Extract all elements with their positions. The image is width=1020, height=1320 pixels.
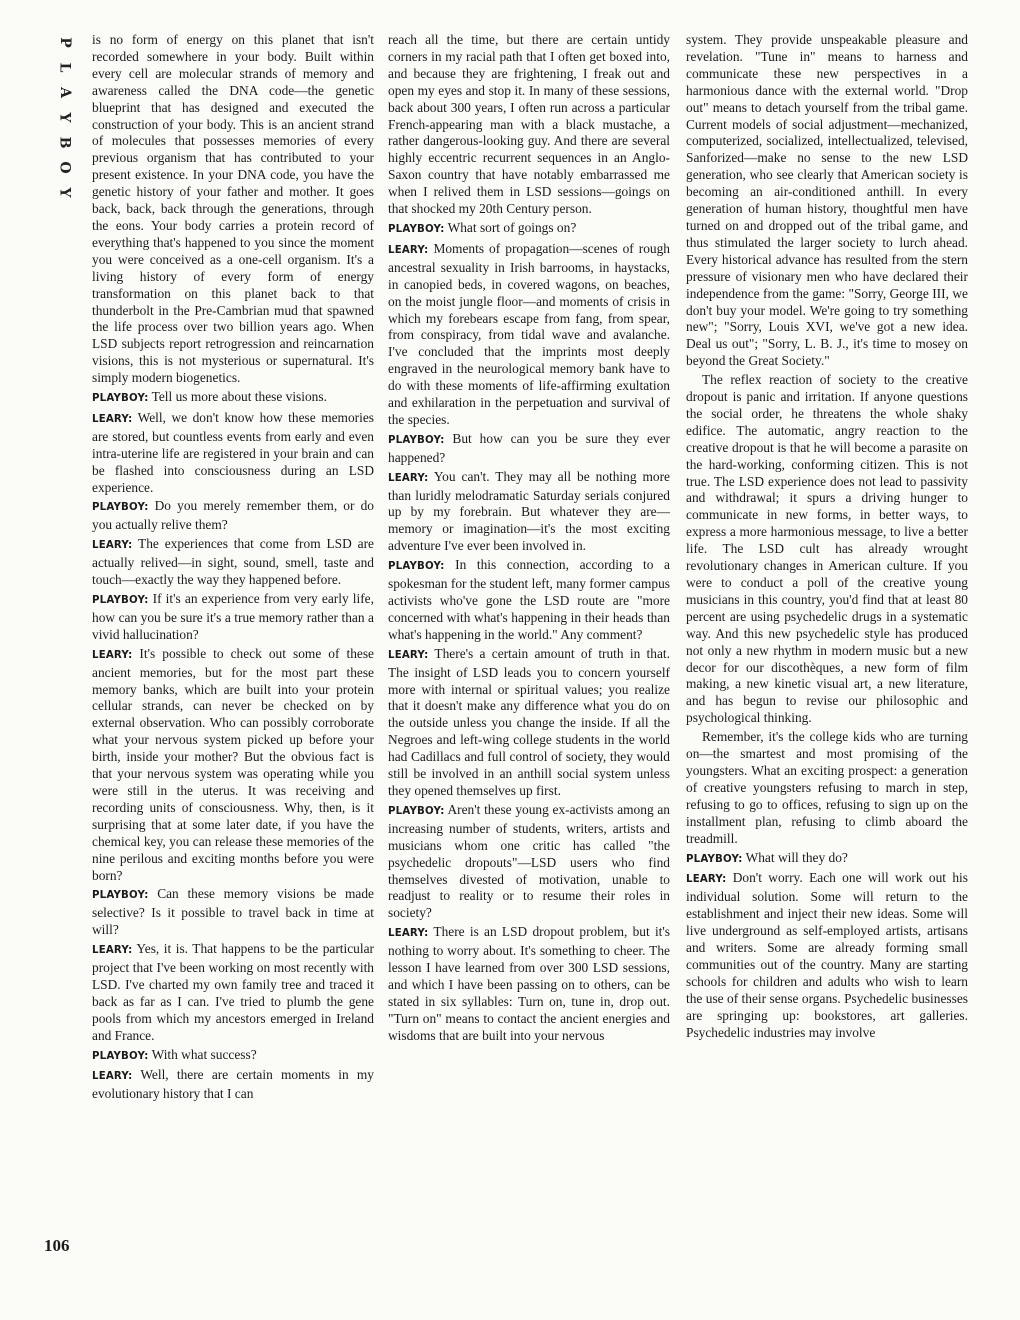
sidebar-letter: Y [56,112,73,123]
page-number: 106 [44,1236,70,1255]
paragraph-text: Well, there are certain moments in my evolutionary history that I can [92,1067,374,1102]
paragraph-text: The experiences that come from LSD are actually relived—in sight, sound, smell, taste and touch—exactly the way they happened before. [92,536,374,588]
paragraph-text: Tell us more about these visions. [151,389,327,405]
article-paragraph [92,591,374,644]
paragraph-text: You can't. They may all be nothing more than luridly melodramatic Saturday serials conjured up by my forebrain. But whatever they are—memory or imagination—it's the most exciting adventure I've ever been involved in. [388,468,670,554]
article-paragraph [92,32,374,387]
sidebar-letter: B [56,136,73,149]
speaker-label: LEARY: [92,649,133,661]
speaker-label: PLAYBOY: [92,1050,149,1062]
speaker-label: LEARY: [92,540,133,552]
speaker-label: PLAYBOY: [686,853,743,865]
article-paragraph [92,886,374,939]
article-paragraph [388,32,670,218]
speaker-label: PLAYBOY: [92,595,149,606]
speaker-label: LEARY: [92,945,133,957]
speaker-label: PLAYBOY: [388,561,445,573]
speaker-label: PLAYBOY: [92,890,149,902]
article-paragraph [92,536,374,589]
paragraph-text: system. They provide unspeakable pleasure and revelation. "Tune in" means to harness and communicate these new perspectives in a harmonious dance with the external world. "Drop out" means to detach yourself from the tribal game. Current models of social adjustment—mechanized, computerized, socialized, intellectualized, televised, Sanforized—make no sense to the new LSD generation, who see clearly that American society is becoming an air-conditioned anthill. In every generation of human history, thoughtful men have turned on and dropped out of the tribal game, and thus stimulated the larger society to lurch ahead. Every historical advance has resulted from the stern pressure of visionary men who have declared their independence from the game: "Sorry, George III, we don't buy your model. We're going to try something new"; "Sorry, Louis XVI, we've got a new idea. Deal us out"; "Sorry, L. B. J., it's time to mosey on beyond the Great Society." [686,32,968,369]
article-paragraph [388,241,670,429]
speaker-label: LEARY: [388,244,429,256]
article-paragraph [92,389,374,408]
paragraph-text: Don't worry. Each one will work out his individual solution. Some will return to the establishment and inject their new ideas. Some will live underground as self-employed artists, artisans and writers. Some are already forming small communities out of the country. Many are starting schools for children and adults who wish to learn the use of their sense organs. Psychedelic businesses are springing up: bookstores, art galleries. Psychedelic industries may involve [686,870,968,1040]
article-paragraph [686,850,968,869]
article-paragraph [92,410,374,497]
article-paragraph [388,431,670,467]
speaker-label: LEARY: [388,472,429,484]
article-paragraph [388,802,670,922]
article-paragraph [92,941,374,1044]
paragraph-text: If it's an experience from very early life, how can you be sure it's a true memory rather than a vivid hallucination? [92,591,374,642]
paragraph-text: Yes, it is. That happens to be the particular project that I've been working on most recently with LSD. I've charted my own family tree and traced it back as far as I can. I've tried to plumb the gene pools from which my ancestors emerged in Ireland and France. [92,941,374,1043]
paragraph-text: The reflex reaction of society to the creative dropout is panic and irritation. If anyone questions the social order, he threatens the whole shaky edifice. The automatic, angry reaction to the creative dropout is that he will become a parasite on the hard-working, conforming citizen. This is not true. The LSD experience does not lead to passivity and withdrawal; it spurs a driving hunger to communicate in new forms, in better ways, to express a more harmonious message, to live a better life. The LSD cult has already wrought revolutionary changes in American culture. If you were to conduct a poll of the creative young musicians in this country, you'd find that at least 80 percent are using psychedelic drugs in a systematic way. And this new psychedelic style has produced not only a new rhythm in modern music but a new decor for our discothèques, a new form of film making, a new kinetic visual art, a new literature, and has begun to revise our philosophic and psychological thinking. [686,372,968,726]
article-paragraph [388,646,670,800]
speaker-label: LEARY: [388,649,429,661]
speaker-label: LEARY: [92,413,133,425]
speaker-label: PLAYBOY: [92,502,149,514]
paragraph-text: There is an LSD dropout problem, but it's nothing to worry about. It's something to cheer. The lesson I have learned from over 300 LSD sessions, and which I have been passing on to others, can be stated in six syllables: Turn on, tune in, drop out. "Turn on" means to contact the ancient energies and wisdoms that are built into your nervous [388,924,670,1043]
article-paragraph [686,729,968,847]
speaker-label: PLAYBOY: [388,805,445,817]
article-paragraph [388,220,670,239]
speaker-label: LEARY: [388,928,429,940]
paragraph-text: Moments of propagation—scenes of rough ancestral sexuality in Irish barrooms, in haystacks, in canopied beds, in covered wagons, on beaches, on the moist jungle floor—and moments of crisis in which my forebears escape from fang, from spear, from conspiracy, from tidal wave and avalanche. I've concluded that the imprints most deeply engraved in the neurological memory bank have to do with these moments of life-affirming exultation and exhilaration in the perpetuation and survival of the species. [388,240,670,427]
article-paragraph [686,32,968,370]
article-paragraph [92,646,374,885]
paragraph-text: There's a certain amount of truth in that. The insight of LSD leads you to concern yourself more with internal or spiritual values; you realize that it doesn't make any difference what you do on the outside unless you change the inside. If all the Negroes and left-wing college students in the world had Cadillacs and full control of society, they would still be involved in an anthill social system unless they opened themselves up first. [388,645,670,798]
sidebar-letter: Y [56,187,73,198]
paragraph-text: With what success? [151,1046,257,1062]
article-paragraph [92,498,374,534]
speaker-label: LEARY: [686,874,727,886]
article-column-2 [388,32,670,1272]
article-paragraph [92,1067,374,1103]
article-paragraph [92,1047,374,1066]
article-paragraph [686,870,968,1041]
paragraph-text: What sort of goings on? [447,219,577,235]
sidebar-letter: L [56,62,73,73]
article-column-3 [686,32,968,1272]
paragraph-text: Aren't these young ex-activists among an increasing number of students, writers, artists and musicians whom one critic has called "the psychedelic dropouts"—LSD users who find themselves divested of motivation, unable to readjust to reality or to resume their roles in society? [388,801,670,921]
sidebar-letter: A [56,87,73,98]
article-paragraph [388,557,670,644]
paragraph-text: reach all the time, but there are certain untidy corners in my racial path that I often get boxed into, and because they are frightening, I freak out and open my eyes and stop it. In many of these sessions, back about 300 years, I often run across a particular French-appearing man with a black mustache, a rather dangerous-looking guy. And there are several highly eccentric recurrent sequences in an Anglo-Saxon country that have notably embarrassed me when I relived them in LSD sessions—goings on that shocked my 20th Century person. [388,32,670,217]
speaker-label: PLAYBOY: [388,434,445,446]
article-column-1 [92,32,374,1272]
paragraph-text: But how can you be sure they ever happened? [388,430,670,465]
speaker-label: PLAYBOY: [388,223,445,235]
paragraph-text: In this connection, according to a spokesman for the student left, many former campus activists who've gone the LSD route are "more concerned with what's happening in their heads than what's happening in the world." Any comment? [388,557,670,642]
sidebar-letter: O [56,161,73,174]
paragraph-text: Well, we don't know how these memories are stored, but countless events from early and even intra-uterine life are registered in your brain and can be flashed into consciousness during an LSD experience. [92,409,374,495]
paragraph-text: What will they do? [745,849,848,865]
paragraph-text: Do you merely remember them, or do you actually relive them? [92,498,374,533]
paragraph-text: Can these memory visions be made selective? Is it possible to travel back in time at will? [92,886,374,938]
paragraph-text: is no form of energy on this planet that isn't recorded somewhere in your body. Built within every cell are molecular strands of memory and awareness called the DNA code—the genetic blueprint that has designed and executed the construction of your body. This is an ancient strand of molecules that possesses memories of every previous organism that has contributed to your present existence. In your DNA code, you have the genetic history of your father and mother. It goes back, back, back through the generations, through the eons. Your body carries a protein record of everything that's happened to you since the moment you were conceived as a one-cell organism. It's a living history of every form of energy transformation on this planet back to that thunderbolt in the Pre-Cambrian mud that spawned the life process over two billion years ago. When LSD subjects report retrogression and reincarnation visions, this is not mysterious or supernatural. It's simply modern biogenetics. [92,32,374,386]
paragraph-text: It's possible to check out some of these ancient memories, but for the most part these memory banks, which are built into your protein cellular strands, can never be checked on by external observation. Who can possibly corroborate what your nervous system picked up before your birth, inside your mother? But the obvious fact is that your nervous system was operating while you were still in the uterus. It was receiving and recording units of consciousness. Why, then, is it surprising that at some later date, if you have the chemical key, you can release these memories of the nine perilous and exciting months before you were born? [92,645,374,883]
sidebar-letter: P [56,37,73,48]
article-paragraph [388,924,670,1044]
article-paragraph [686,372,968,727]
speaker-label: LEARY: [92,1071,133,1083]
paragraph-text: Remember, it's the college kids who are turning on—the smartest and most promising of the youngsters. What an exciting prospect: a generation of creative youngsters refusing to march in step, refusing to go to offices, refusing to sign up on the installment plan, refusing to climb aboard the treadmill. [686,729,968,846]
speaker-label: PLAYBOY: [92,393,149,405]
article-paragraph [388,469,670,556]
magazine-sidebar-title [52,30,76,205]
